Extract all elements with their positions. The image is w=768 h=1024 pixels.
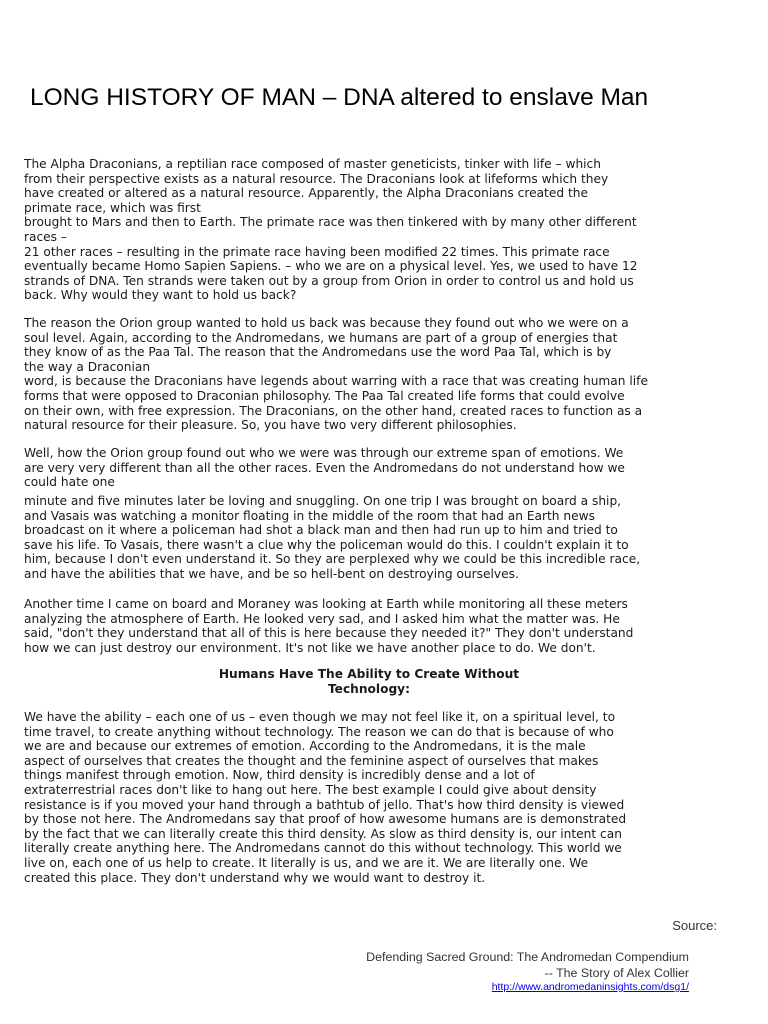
heading-line: Humans Have The Ability to Create Without <box>218 667 520 681</box>
text-line: Well, how the Orion group found out who we were was through our extreme span of emotions. We <box>24 446 624 460</box>
text-line: him, because I don't even understand it. So they are perplexed why we could be this incredible race, <box>24 552 641 567</box>
text-line: they know of as the Paa Tal. The reason that the Andromedans use the word Paa Tal, which is by <box>24 345 612 360</box>
text-line: have created or altered as a natural resource. Apparently, the Alpha Draconians created the <box>24 186 588 201</box>
text-line: are very very different than all the other races. Even the Andromedans do not understand how we <box>24 460 625 475</box>
text-line: said, "don't they understand that all of this is here because they needed it?" They don't understand <box>24 626 634 641</box>
text-line: We have the ability – each one of us – even though we may not feel like it, on a spiritual level, to <box>24 710 616 724</box>
text-line: aspect of ourselves that creates the thought and the feminine aspect of ourselves that makes <box>24 753 599 768</box>
text-line: we are and because our extremes of emotion. According to the Andromedans, it is the male <box>24 739 586 754</box>
text-line: and Vasais was watching a monitor floating in the middle of the room that had an Earth news <box>24 508 595 523</box>
text-line: analyzing the atmosphere of Earth. He looked very sad, and I asked him what the matter was. He <box>24 611 620 626</box>
text-line: could hate one <box>24 475 115 490</box>
text-line: and have the abilities that we have, and be so hell-bent on destroying ourselves. <box>24 566 519 581</box>
source-label: Source: <box>672 918 717 933</box>
paragraph-ability <box>24 710 724 885</box>
text-line: word, is because the Draconians have legends about warring with a race that was creating human life <box>24 374 648 389</box>
text-line: by those not here. The Andromedans say that proof of how awesome humans are is demonstrated <box>24 812 627 827</box>
text-line: brought to Mars and then to Earth. The primate race was then tinkered with by many other different <box>24 215 637 230</box>
text-line: created this place. They don't understand why we would want to destroy it. <box>24 870 486 885</box>
paragraph-emotions <box>24 446 724 490</box>
text-line: things manifest through emotion. Now, third density is incredibly dense and a lot of <box>24 768 535 783</box>
text-line: 21 other races – resulting in the primate race having been modified 22 times. This primate race <box>24 244 610 259</box>
text-line: from their perspective exists as a natural resource. The Draconians look at lifeforms which they <box>24 171 609 186</box>
text-line: by the fact that we can literally create this third density. As slow as third density is, our intent can <box>24 826 622 841</box>
text-line: soul level. Again, according to the Andromedans, we humans are part of a group of energies that <box>24 330 618 345</box>
text-line: races – <box>24 229 67 244</box>
text-line: resistance is if you moved your hand through a bathtub of jello. That's how third density is viewed <box>24 797 625 812</box>
text-line: on their own, with free expression. The Draconians, on the other hand, created races to function as a <box>24 403 643 418</box>
text-line: save his life. To Vasais, there wasn't a clue why the policeman would do this. I couldn't explain it to <box>24 537 629 552</box>
text-line: The Alpha Draconians, a reptilian race composed of master geneticists, tinker with life – which <box>24 157 601 171</box>
citation-book-title: Defending Sacred Ground: The Andromedan Compendium <box>366 950 689 964</box>
paragraph-moraney <box>24 597 724 655</box>
text-line: the way a Draconian <box>24 359 151 374</box>
text-line: live on, each one of us help to create. It literally is us, and we are it. We are literally one. We <box>24 855 589 870</box>
text-line: back. Why would they want to hold us back? <box>24 288 297 303</box>
text-line: literally create anything here. The Andromedans cannot do this without technology. This world we <box>24 841 622 856</box>
section-heading <box>24 667 714 696</box>
text-line: eventually became Homo Sapien Sapiens. – who we are on a physical level. Yes, we used to have 12 <box>24 259 638 274</box>
paragraph-orion-group <box>24 316 724 433</box>
text-line: how we can just destroy our environment. It's not like we have another place to do. We don't. <box>24 640 596 655</box>
text-line: The reason the Orion group wanted to hold us back was because they found out who we were on a <box>24 316 629 330</box>
text-line: natural resource for their pleasure. So, you have two very different philosophies. <box>24 418 517 433</box>
page-title: LONG HISTORY OF MAN – DNA altered to enslave Man <box>30 84 649 111</box>
citation-author: -- The Story of Alex Collier <box>544 966 689 980</box>
source-link[interactable]: http://www.andromedaninsights.com/dsg1/ <box>491 981 689 993</box>
text-line: primate race, which was first <box>24 200 201 215</box>
paragraph-draconians <box>24 157 724 303</box>
paragraph-vasais <box>24 494 724 582</box>
text-line: time travel, to create anything without technology. The reason we can do that is because of who <box>24 724 614 739</box>
text-line: strands of DNA. Ten strands were taken out by a group from Orion in order to control us and hold us <box>24 273 634 288</box>
text-line: forms that were opposed to Draconian philosophy. The Paa Tal created life forms that could evolve <box>24 388 625 403</box>
text-line: Another time I came on board and Moraney was looking at Earth while monitoring all these meters <box>24 597 628 611</box>
text-line: minute and five minutes later be loving and snuggling. On one trip I was brought on board a ship, <box>24 494 622 508</box>
text-line: broadcast on it where a policeman had shot a black man and then had run up to him and tried to <box>24 523 618 538</box>
text-line: extraterrestrial races don't like to hang out here. The best example I could give about density <box>24 782 597 797</box>
heading-line: Technology: <box>327 681 410 696</box>
